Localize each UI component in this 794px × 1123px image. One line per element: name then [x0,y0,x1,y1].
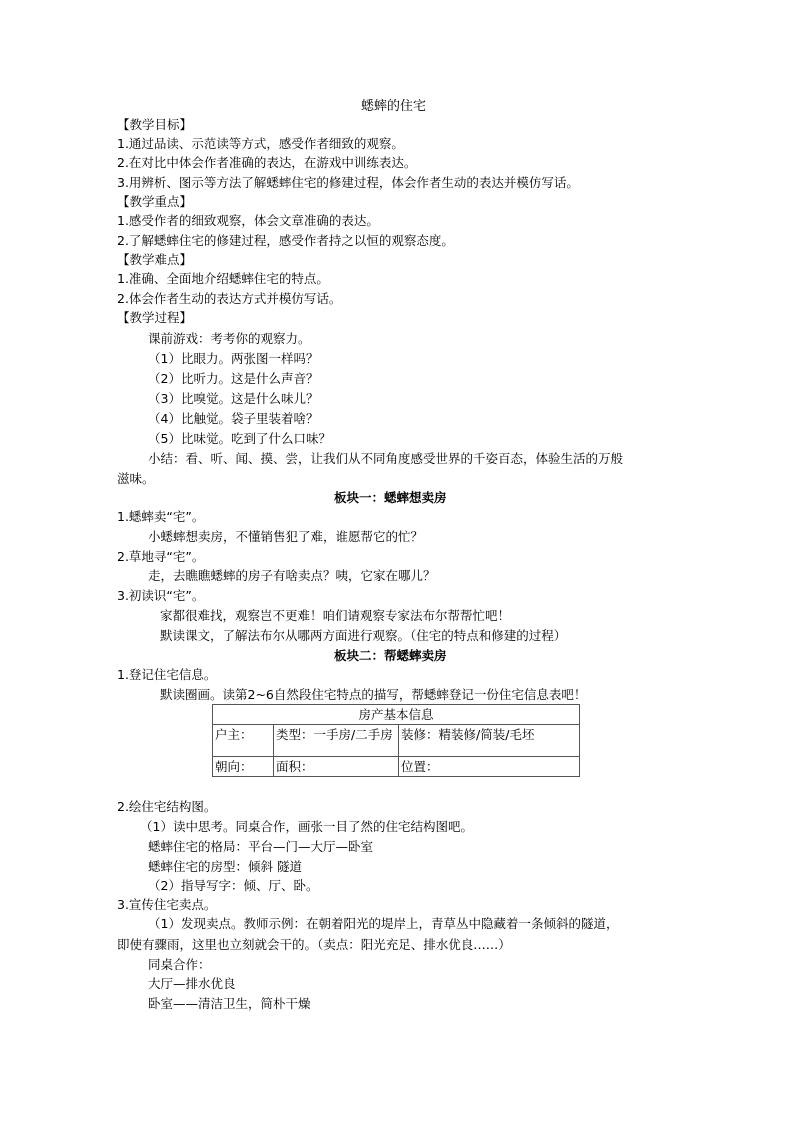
text-line: 1.感受作者的细致观察，体会文章准确的表达。 [117,213,379,228]
text-line: 同桌合作： [148,957,211,972]
owner-cell: 户主： [213,725,274,757]
section-heading: 【教学重点】 [117,194,193,209]
text-line: 即使有骤雨，这里也立刻就会干的。（卖点：阳光充足、排水优良……） [117,937,511,952]
list-item: （1）比眼力。两张图一样吗？ [148,351,319,366]
text-line: 1.准确、全面地介绍蟋蟀住宅的特点。 [117,271,329,286]
text-line: 1.通过品读、示范读等方式，感受作者细致的观察。 [117,136,404,151]
section-title: 板块二：帮蟋蟀卖房 [334,648,447,663]
section-heading: 【教学难点】 [117,252,193,267]
list-item: （2）比听力。这是什么声音？ [148,371,319,386]
section-heading: 【教学目标】 [117,117,193,132]
text-line: 2.体会作者生动的表达方式并模仿写话。 [117,291,342,306]
decoration-cell: 装修：精装修/简装/毛坯 [399,725,580,757]
section-heading: 【教学过程】 [117,310,193,325]
text-line: 卧室——清洁卫生，简朴干燥 [148,996,311,1011]
text-line: 3.用辨析、图示等方法了解蟋蟀住宅的修建过程，体会作者生动的表达并模仿写话。 [117,175,579,190]
text-line: 蟋蟀住宅的房型：倾斜 隧道 [148,859,302,874]
text-line: 2.了解蟋蟀住宅的修建过程，感受作者持之以恒的观察态度。 [117,233,454,248]
text-line: 家都很难找，观察岂不更难！咱们请观察专家法布尔帮帮忙吧！ [160,608,511,623]
text-line: （1）发现卖点。教师示例：在朝着阳光的堤岸上，青草丛中隐藏着一条倾斜的隧道， [148,916,619,931]
text-line: 蟋蟀住宅的格局：平台—门—大厅—卧室 [148,839,374,854]
list-item: （3）比嗅觉。这是什么味儿？ [148,391,319,406]
table-header: 房产基本信息 [213,705,580,725]
house-info-table [212,704,580,777]
type-cell: 类型：一手房/二手房 [274,725,399,757]
text-line: 走，去瞧瞧蟋蟀的房子有啥卖点？咦，它家在哪儿？ [148,568,436,583]
list-item: （5）比味觉。吃到了什么口味？ [148,431,331,446]
text-line: 小蟋蟀想卖房，不懂销售犯了难，谁愿帮它的忙？ [148,529,424,544]
text-line: （2）指导写字：倾、厅、卧。 [148,878,319,893]
text-line: 2.在对比中体会作者准确的表达，在游戏中训练表达。 [117,155,417,170]
text-line: 2.绘住宅结构图。 [117,799,217,814]
text-line: 2.草地寻“宅”。 [117,549,205,564]
area-cell: 面积： [274,757,399,777]
text-line: 滋味。 [117,471,155,486]
text-line: 1.蟋蟀卖“宅”。 [117,509,205,524]
text-line: 默读课文，了解法布尔从哪两方面进行观察。（住宅的特点和修建的过程） [160,628,567,643]
section-title: 板块一：蟋蟀想卖房 [334,490,447,505]
text-line: 课前游戏：考考你的观察力。 [148,331,311,346]
text-line: 1.登记住宅信息。 [117,667,217,682]
text-line: 3.宣传住宅卖点。 [117,897,217,912]
text-line: 默读圈画。读第2~6自然段住宅特点的描写，帮蟋蟀登记一份住宅信息表吧！ [160,687,587,702]
location-cell: 位置： [399,757,580,777]
document-title: 蟋蟀的住宅 [361,99,427,114]
orientation-cell: 朝向： [213,757,274,777]
text-line: 大厅—排水优良 [148,976,236,991]
text-line: （1）读中思考。同桌合作，画张一目了然的住宅结构图吧。 [140,819,473,834]
text-line: 小结：看、听、闻、摸、尝，让我们从不同角度感受世界的千姿百态，体验生活的万般 [148,451,624,466]
list-item: （4）比触觉。袋子里装着啥？ [148,411,319,426]
text-line: 3.初读识“宅”。 [117,588,205,603]
